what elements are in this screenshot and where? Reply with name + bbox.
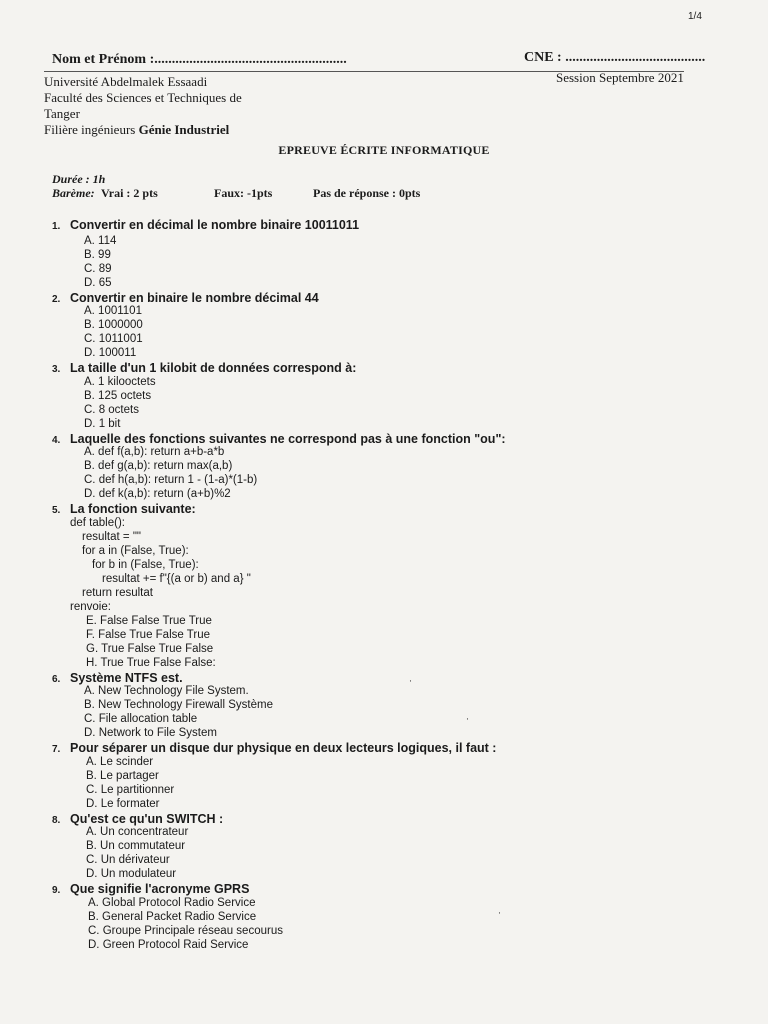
option-9c: C. Groupe Principale réseau secourus — [88, 925, 283, 937]
question-text: Que signifie l'acronyme GPRS — [70, 882, 250, 896]
question-6 — [52, 671, 183, 685]
question-number: 7. — [52, 744, 61, 755]
option-3b: B. 125 octets — [84, 390, 152, 402]
page-number: 1/4 — [688, 11, 702, 22]
question-number: 9. — [52, 885, 61, 896]
option-9b: B. General Packet Radio Service — [88, 911, 257, 923]
question-4 — [52, 432, 506, 446]
option-7d: D. Le formater — [86, 798, 160, 810]
question-text: Système NTFS est. — [70, 671, 183, 685]
option-9d: D. Green Protocol Raid Service — [88, 939, 249, 951]
filiere-prefix: Filière ingénieurs — [44, 122, 139, 137]
question-text: Pour séparer un disque dur physique en deux lecteurs logiques, il faut : — [70, 741, 497, 755]
question-1 — [52, 218, 359, 232]
option-2a: A. 1001101 — [84, 305, 142, 317]
option-2b: B. 1000000 — [84, 319, 143, 331]
faculty-line: Faculté des Sciences et Techniques de — [44, 90, 242, 105]
question-text: La fonction suivante: — [70, 502, 196, 516]
option-7b: B. Le partager — [86, 770, 159, 782]
question-text: La taille d'un 1 kilobit de données correspond à: — [70, 361, 357, 375]
option-3d: D. 1 bit — [84, 418, 121, 430]
option-1b: B. 99 — [84, 249, 111, 261]
question-text: Convertir en binaire le nombre décimal 44 — [70, 291, 319, 305]
scan-speck: · — [498, 908, 501, 918]
option-1c: C. 89 — [84, 263, 112, 275]
question-number: 5. — [52, 505, 61, 516]
code-line: resultat = "" — [82, 531, 141, 543]
bareme-faux: Faux: -1pts — [214, 186, 273, 200]
question-2 — [52, 291, 319, 305]
question-number: 3. — [52, 364, 61, 375]
session-label: Session Septembre 2021 — [556, 70, 684, 85]
option-6c: C. File allocation table — [84, 713, 198, 725]
option-2c: C. 1011001 — [84, 333, 143, 345]
question-3 — [52, 361, 356, 375]
code-line: resultat += f"{(a or b) and a} " — [102, 573, 251, 585]
question-8 — [52, 812, 223, 826]
option-1d: D. 65 — [84, 277, 112, 289]
exam-title: EPREUVE ÉCRITE INFORMATIQUE — [278, 143, 490, 157]
bareme-vrai: Vrai : 2 pts — [101, 186, 158, 200]
scan-speck: · — [409, 676, 412, 686]
option-8a: A. Un concentrateur — [86, 826, 189, 838]
option-4a: A. def f(a,b): return a+b-a*b — [84, 446, 225, 458]
question-number: 4. — [52, 435, 61, 446]
option-5f: F. False True False True — [86, 629, 210, 641]
option-8c: C. Un dérivateur — [86, 854, 170, 866]
option-4c: C. def h(a,b): return 1 - (1-a)*(1-b) — [84, 474, 258, 486]
duration-label: Durée : 1h — [52, 172, 106, 186]
question-text: Qu'est ce qu'un SWITCH : — [70, 812, 224, 826]
option-2d: D. 100011 — [84, 347, 137, 359]
option-3c: C. 8 octets — [84, 404, 139, 416]
code-line: def table(): — [70, 517, 125, 529]
option-8b: B. Un commutateur — [86, 840, 186, 852]
cne-field-label: CNE : ........................................ — [524, 50, 706, 65]
question-number: 1. — [52, 221, 61, 232]
option-4d: D. def k(a,b): return (a+b)%2 — [84, 488, 231, 500]
option-7c: C. Le partitionner — [86, 784, 175, 796]
option-5g: G. True False True False — [86, 643, 214, 655]
option-6b: B. New Technology Firewall Système — [84, 699, 273, 711]
name-field-label: Nom et Prénom :....................................................... — [52, 52, 347, 67]
option-5e: E. False False True True — [86, 615, 212, 627]
bareme-no-answer: Pas de réponse : 0pts — [313, 186, 421, 200]
question-5 — [52, 502, 196, 516]
question-text: Laquelle des fonctions suivantes ne correspond pas à une fonction "ou": — [70, 432, 506, 446]
option-9a: A. Global Protocol Radio Service — [88, 897, 256, 909]
scan-speck: · — [466, 714, 469, 724]
option-5h: H. True True False False: — [86, 657, 216, 669]
institution-block — [44, 74, 284, 138]
question-text: Convertir en décimal le nombre binaire 10011011 — [70, 218, 360, 232]
code-line: return resultat — [82, 587, 153, 599]
option-1a: A. 114 — [84, 235, 117, 247]
code-line: for b in (False, True): — [92, 559, 199, 571]
option-6d: D. Network to File System — [84, 727, 217, 739]
code-line: for a in (False, True): — [82, 545, 189, 557]
filiere-line — [44, 122, 284, 138]
option-4b: B. def g(a,b): return max(a,b) — [84, 460, 233, 472]
grading-scale — [52, 186, 420, 201]
option-6a: A. New Technology File System. — [84, 685, 249, 697]
question-number: 2. — [52, 294, 61, 305]
question-7 — [52, 741, 496, 755]
city-line: Tanger — [44, 106, 80, 121]
option-3a: A. 1 kilooctets — [84, 376, 156, 388]
question-number: 8. — [52, 815, 61, 826]
option-8d: D. Un modulateur — [86, 868, 177, 880]
bareme-label: Barème: — [52, 186, 95, 200]
option-7a: A. Le scinder — [86, 756, 154, 768]
question-number: 6. — [52, 674, 61, 685]
filiere-name: Génie Industriel — [138, 122, 230, 137]
university-line: Université Abdelmalek Essaadi — [44, 74, 208, 89]
code-line: renvoie: — [70, 601, 111, 613]
question-9 — [52, 882, 249, 896]
